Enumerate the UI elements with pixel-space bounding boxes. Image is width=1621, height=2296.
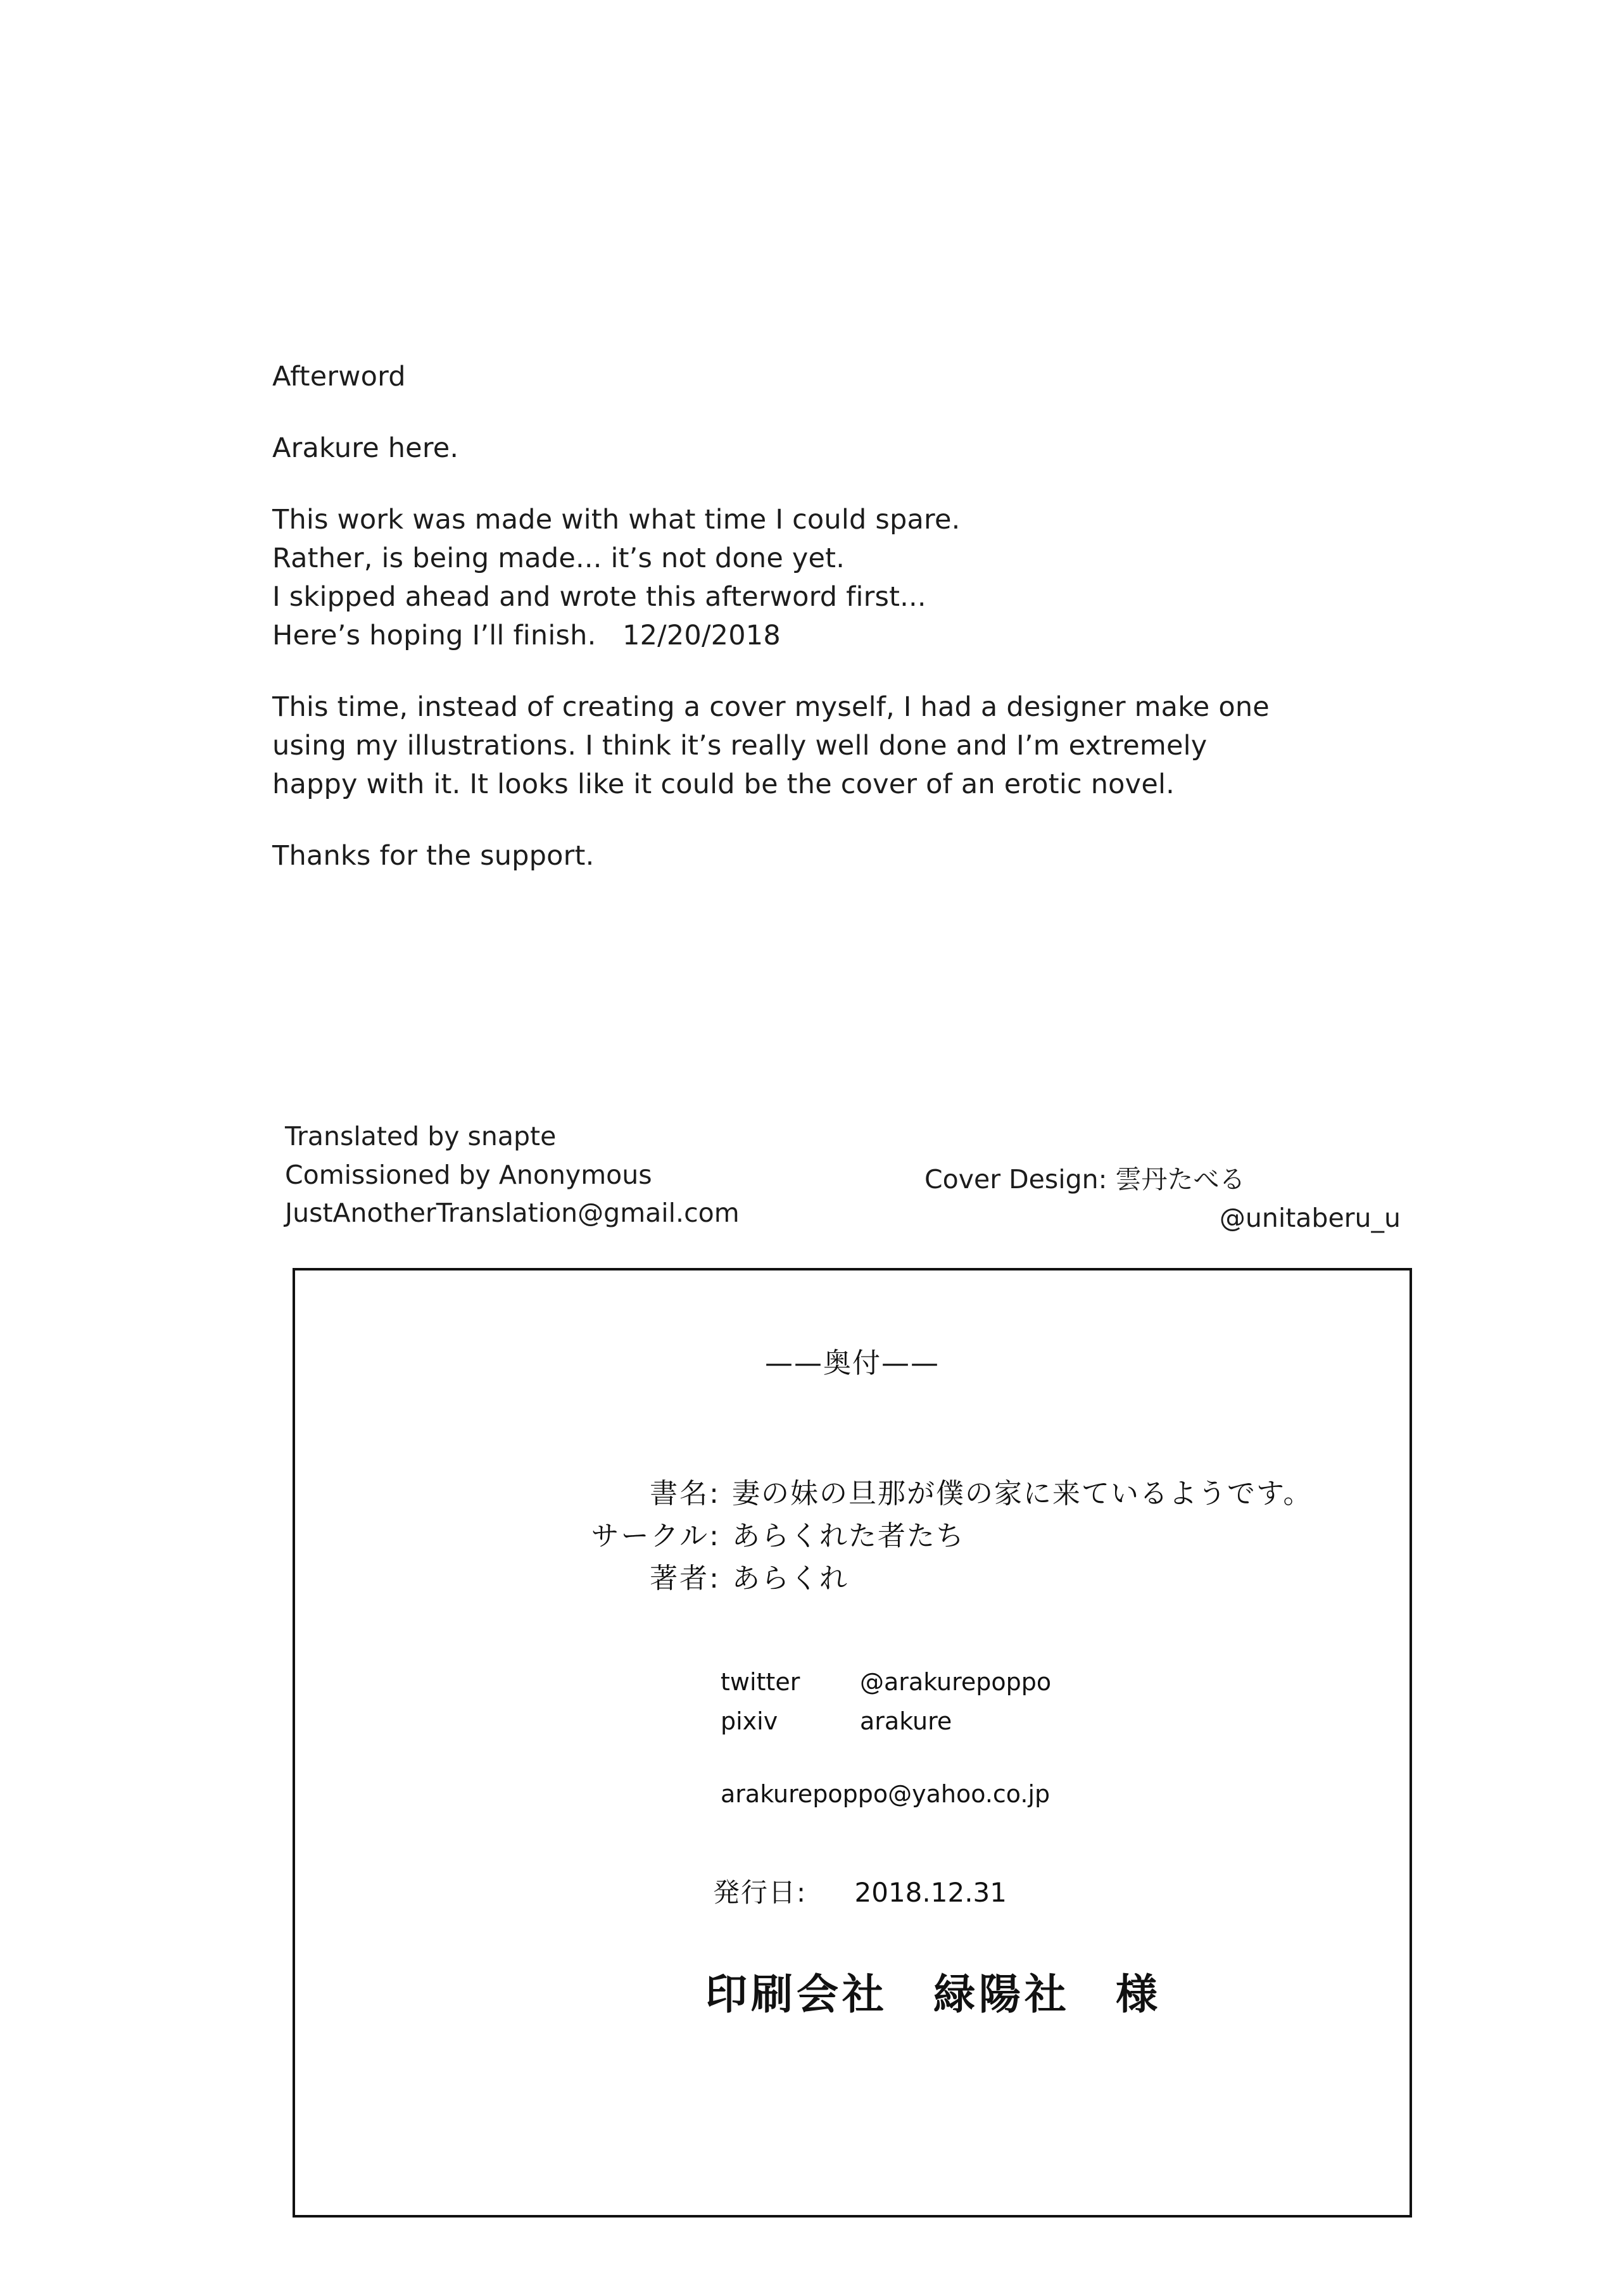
colophon-title-block: [295, 1473, 1410, 1600]
colophon-label-title: 書名:: [650, 1477, 721, 1510]
cover-design-handle: @unitaberu_u: [1219, 1202, 1401, 1233]
credits-left-column: [285, 1117, 893, 1233]
afterword-section: [272, 358, 1380, 875]
afterword-line-1: This work was made with what time I could spare.: [272, 504, 961, 536]
afterword-line-3: I skipped ahead and wrote this afterword first...: [272, 581, 926, 613]
translator-email: JustAnotherTranslation@gmail.com: [285, 1198, 740, 1229]
afterword-intro: Arakure here.: [272, 432, 459, 465]
colophon-email: arakurepoppo@yahoo.co.jp: [721, 1780, 1050, 1808]
afterword-line-2: Rather, is being made... it’s not done yet.: [272, 543, 845, 575]
translator-line: Translated by snapte: [285, 1121, 557, 1151]
colophon-date-value: 2018.12.31: [854, 1877, 1007, 1908]
colophon-date-label: 発行日:: [713, 1877, 807, 1908]
afterword-line-5: This time, instead of creating a cover myself, I had a designer make one: [272, 691, 1270, 724]
spacer: [272, 655, 1380, 688]
sns-key-pixiv: pixiv: [721, 1707, 778, 1735]
spacer: [272, 468, 1380, 501]
colophon-label-circle: サークル:: [591, 1519, 721, 1552]
sns-value-pixiv: arakure: [860, 1707, 952, 1735]
colophon-box: [293, 1268, 1412, 2218]
sns-key-twitter: twitter: [721, 1668, 800, 1696]
colophon-printer: 印刷会社 緑陽社 様: [705, 1970, 1161, 2019]
afterword-line-4: Here’s hoping I’ll finish. 12/20/2018: [272, 620, 781, 652]
afterword-heading: Afterword: [272, 361, 406, 392]
spacer: [272, 804, 1380, 837]
cover-design-line: Cover Design: 雲丹たべる: [924, 1164, 1246, 1195]
commissioner-line: Comissioned by Anonymous: [285, 1159, 652, 1190]
colophon-value-title: 妻の妹の旦那が僕の家に来ているようです。: [732, 1477, 1313, 1510]
colophon-label-author: 著者:: [650, 1562, 721, 1595]
afterword-line-7: happy with it. It looks like it could be the cover of an erotic novel.: [272, 768, 1175, 801]
credits-right-column: [924, 1160, 1406, 1237]
colophon-row-circle: [295, 1515, 1410, 1558]
colophon-row-author: [295, 1558, 1410, 1600]
afterword-line-6: using my illustrations. I think it’s really well done and I’m extremely: [272, 730, 1208, 762]
sns-value-twitter: @arakurepoppo: [860, 1668, 1052, 1696]
spacer: [272, 396, 1380, 429]
colophon-value-author: あらくれ: [732, 1562, 848, 1595]
colophon-date: [713, 1872, 1007, 1910]
colophon-header: ——奥付——: [765, 1347, 940, 1379]
sns-row-pixiv: [721, 1702, 1051, 1741]
afterword-thanks: Thanks for the support.: [272, 840, 595, 872]
colophon-row-title: [295, 1473, 1410, 1515]
sns-row-twitter: [721, 1663, 1051, 1702]
colophon-sns-block: [721, 1663, 1051, 1741]
colophon-value-circle: あらくれた者たち: [732, 1519, 965, 1552]
